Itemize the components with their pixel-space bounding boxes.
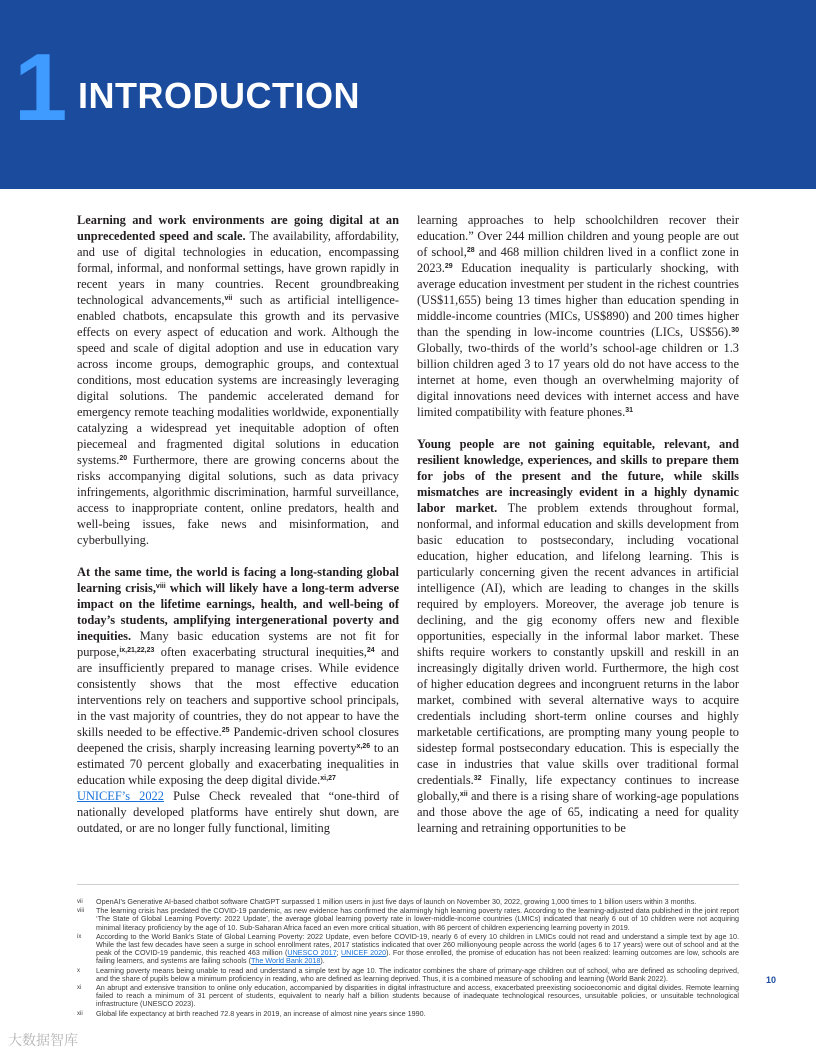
footnote-text: OpenAI’s Generative AI-based chatbot software ChatGPT surpassed 1 million users in just five days of launch on November 30, 2022, growing 1,000 times to 1 billion users within 3 months. xyxy=(96,897,697,906)
chapter-title: INTRODUCTION xyxy=(78,75,360,116)
footnote-ref[interactable]: xii xyxy=(459,791,468,798)
footnote-mark: xi xyxy=(77,985,82,992)
paragraph-text: Pandemic-driven school closures deepened the crisis, sharply increasing learning poverty xyxy=(77,725,399,755)
footnotes-section xyxy=(77,898,739,1019)
footnote-mark: ix xyxy=(77,933,82,940)
footnote-text: Global life expectancy at birth reached 72.8 years in 2019, an increase of almost nine years since 1990. xyxy=(96,1008,426,1018)
footnote-mark: x xyxy=(77,967,80,974)
paragraph-text: Education inequality is particularly shocking, with average education investment per student in the richest countries (US$11,655) being 13 times higher than education spending in middle-income countries (MICs, US$890) and 200 times higher than the spending in low-income countries (LICs, US$56). xyxy=(417,261,739,339)
paragraph-lead: At the same time, the world is facing a long-standing global learning crisis, xyxy=(77,565,399,595)
left-column xyxy=(77,212,399,852)
citation-ref[interactable]: 31 xyxy=(625,407,633,414)
footnote-item xyxy=(77,907,739,932)
citation-ref[interactable]: 32 xyxy=(473,775,482,782)
footnote-mark: xii xyxy=(77,1010,83,1017)
paragraph-text: Finally, life expectancy continues to increase globally, xyxy=(417,773,739,803)
citation-ref[interactable]: 28 xyxy=(466,247,475,254)
footnote-mark: viii xyxy=(77,908,84,915)
unicef-2020-link[interactable]: UNICEF 2020 xyxy=(340,948,387,958)
paragraph-continuation xyxy=(417,212,739,420)
watermark-logo: 大数据智库 xyxy=(8,1033,78,1049)
paragraph-text: such as artificial intelligence-enabled chatbots, encapsulate this growth and its pervasive effects on every aspect of education and work. Although the speed and scale of digital adoption and use in education vary across income groups, demographic groups, and contextual conditions, most education systems are increasingly leveraging digital solutions. The pandemic accelerated demand for emergency remote teaching modalities worldwide, exponentially catalyzing a widespread yet inequitable adoption of often piecemeal and fragmented digital solutions in education systems. xyxy=(77,293,400,467)
paragraph-skills-mismatch xyxy=(417,436,739,836)
paragraph-text: Pulse Check revealed that “one-third of nationally developed platforms have entirely shut down, are outdated, or are no longer fully functional, limiting xyxy=(77,789,400,835)
footnote-ref[interactable]: viii xyxy=(155,583,166,590)
footnote-item xyxy=(77,933,739,966)
footnote-text: According to the World Bank’s State of Global Learning Poverty: 2022 Update, even before COVID-19, nearly 6 of every 10 children in LMICs could not read and understand a simple text by age 10. While the last few decades have seen a surge in school enrollment rates, 2017 statistics indicated that over 260 millionyoung people across the world (ages 6 to 17 years) were out of school and at the peak of the COVID-19 pandemic, this reached 463 million ( xyxy=(96,931,739,958)
paragraph-text: and are insufficiently prepared to manage crises. While evidence consistently shows that the most effective education interventions rely on teachers and supportive school principals, in the vast majority of countries, they do not appear to have the skills needed to be effective. xyxy=(77,645,399,739)
paragraph-text: The availability, affordability, and use of digital technologies in education, encompassing formal, informal, and nonformal settings, have grown rapidly in recent years in many countries. Recent groundbreaking technological advancements, xyxy=(77,229,399,307)
citation-ref[interactable]: 25 xyxy=(221,727,230,734)
paragraph-lead: Learning and work environments are going digital at an unprecedented speed and scale. xyxy=(77,213,399,243)
citation-ref[interactable]: 30 xyxy=(731,327,739,334)
paragraph-text: learning approaches to help schoolchildren recover their education.” Over 244 million children and young people are out of school, xyxy=(417,213,739,259)
footnote-item xyxy=(77,967,739,983)
citation-ref[interactable]: 20 xyxy=(119,455,128,462)
paragraph-learning-crisis xyxy=(77,564,399,836)
right-column xyxy=(417,212,739,852)
paragraph-text: and there is a rising share of working-age populations and those above the age of 65, indicating a need for quality learning and retraining opportunities to be xyxy=(417,789,739,835)
citation-ref[interactable]: xi,27 xyxy=(320,775,336,782)
unicef-2022-link[interactable]: UNICEF’s 2022 xyxy=(77,789,164,803)
footnote-item xyxy=(77,1010,739,1018)
footnote-mark: vii xyxy=(77,899,83,905)
world-bank-2018-link[interactable]: The World Bank 2018 xyxy=(251,956,321,966)
paragraph-text: often exacerbating structural inequities, xyxy=(154,645,367,659)
footnote-ref[interactable]: vii xyxy=(224,295,233,302)
footnote-text: The learning crisis has predated the COVID-19 pandemic, as new evidence has confirmed the alarmingly high learning poverty rates. According to the learning-adjusted data published in the joint report ‘The State of Global Learning Poverty: 2022 Update’, the average global learning poverty rate in lower-middle-income countries (LMICs) indicated that nearly 6 out of 10 children were not acquiring minimal literacy proficiency by the age of 10. Sub-Saharan Africa faced an even more critical situation, with 86 percent of children experiencing learning poverty in 2019. xyxy=(96,906,739,932)
footnote-text: ). xyxy=(320,956,325,966)
citation-ref[interactable]: 29 xyxy=(444,263,453,270)
citation-ref[interactable]: ix,21,22,23 xyxy=(119,647,155,654)
footnote-text: ). For those enrolled, the promise of education has not been realized: learning outcomes are low, schools are failing learners, and systems are failing schools ( xyxy=(96,948,740,966)
footnote-text: ; xyxy=(336,948,341,958)
page-number: 10 xyxy=(766,975,777,985)
paragraph-text: to an estimated 70 percent globally and exacerbating inequalities in education while exposing the deep digital divide. xyxy=(77,741,399,787)
footnote-item xyxy=(77,984,739,1009)
footnote-text: Learning poverty means being unable to read and understand a simple text by age 10. The indicator combines the share of primary-age children out of school, who are defined as schooling deprived, and the share of pupils below a minimum proficiency in reading, who are defined as learning deprived. Thus, it is a combined measure of schooling and learning (World Bank 2022). xyxy=(96,965,739,983)
paragraph-text: Many basic education systems are not fit for purpose, xyxy=(77,629,399,659)
paragraph-text: Furthermore, there are growing concerns about the risks accompanying digital solutions, such as data privacy infringements, algorithmic discrimination, harmful surveillance, access to inappropriate content, online predators, health and well-being issues, fake news and misinformation, and cyberbullying. xyxy=(77,453,399,547)
citation-ref[interactable]: 24 xyxy=(366,647,375,654)
chapter-number: 1 xyxy=(14,34,66,141)
footnote-text: An abrupt and extensive transition to online only education, accompanied by disparities in digital infrastructure and access, exacerbated preexisting socioeconomic and digital divides. Remote learning failed to reach a minimum of 31 percent of students, equivalent to nearly half a billion students because of inadequate technological resources, unsuitable policies, or unsuitable technological infrastructure (UNESCO 2023). xyxy=(96,983,739,1009)
paragraph-text: The problem extends throughout formal, nonformal, and informal education and skills development from basic education to postsecondary, including vocational education, higher education, and lifelong learning. This is particularly concerning given the recent advances in artificial intelligence (AI), which are leading to changes in the skills required by employers. Moreover, the average job tenure is declining, and the gig economy offers new and flexible opportunities, especially in the informal labor market. These shifts require workers to constantly upskill and reskill in an increasingly digitally driven world. Furthermore, the high cost of higher education degrees and incongruent returns in the labor market, combined with several alternative ways to acquire credentials including short-term online courses and highly marketable certifications, are prompting many young people to sidestep formal postsecondary education. This is especially the case in industries that value skills over traditional formal credentials. xyxy=(417,501,739,787)
paragraph-lead: Young people are not gaining equitable, relevant, and resilient knowledge, experiences, and skills to prepare them for jobs of the present and the future, while skills mismatches are increasingly evident in a highly dynamic labor market. xyxy=(417,437,739,515)
paragraph-lead: which will likely have a long-term adverse impact on the lifetime earnings, health, and well-being of today’s students, amplifying intergenerational poverty and inequities. xyxy=(77,581,400,643)
citation-ref[interactable]: x,26 xyxy=(356,743,371,750)
footnote-item xyxy=(77,898,739,906)
paragraph-text: Globally, two-thirds of the world’s school-age children or 1.3 billion children aged 3 to 17 years old do not have access to the internet at home, even though an overwhelming majority of digital innovations need devices with internet access and have limited compatibility with feature phones. xyxy=(417,341,739,419)
footnote-divider xyxy=(77,884,739,885)
paragraph-text: and 468 million children lived in a conflict zone in 2023. xyxy=(417,245,739,275)
chapter-header-banner xyxy=(0,0,816,189)
unesco-2017-link[interactable]: UNESCO 2017 xyxy=(287,948,337,958)
paragraph-digital-transition xyxy=(77,212,399,548)
